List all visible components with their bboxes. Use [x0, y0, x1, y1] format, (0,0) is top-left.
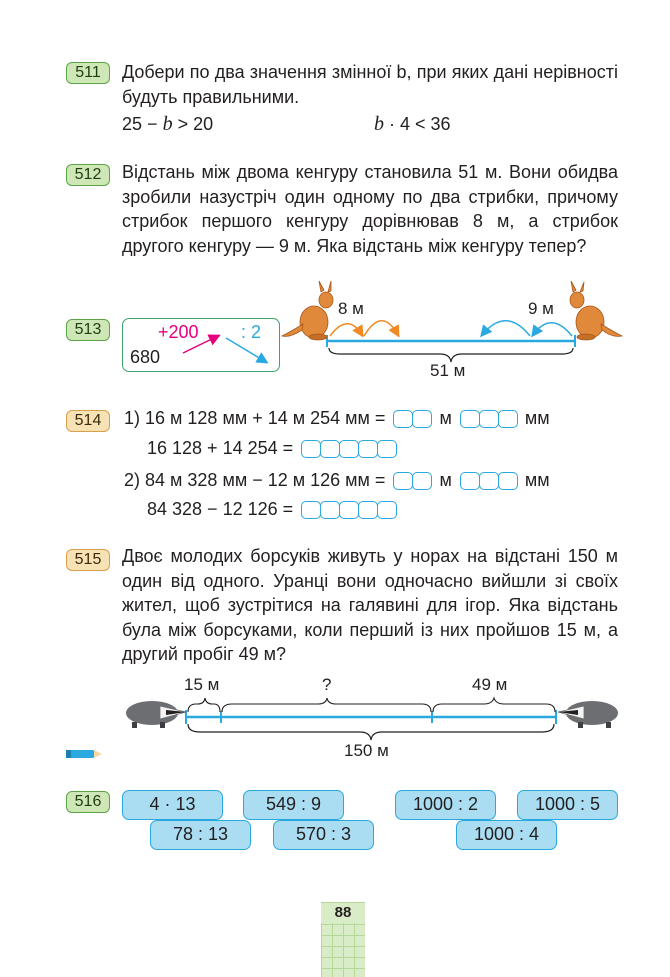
brace-49: [433, 698, 555, 712]
expression-card: 4 · 13: [122, 790, 223, 820]
jump-arc-right-1: [533, 323, 572, 336]
expression-card: 549 : 9: [243, 790, 344, 820]
answer-boxes-m-2[interactable]: [393, 472, 431, 490]
exercise-number-513: 513: [66, 319, 110, 341]
chain-arrow-blue: [226, 338, 266, 362]
chain-arrow-pink: [183, 336, 218, 353]
brace-150: [188, 724, 554, 740]
jump-arc-left-2: [364, 321, 398, 336]
exercise-515-text: Двоє молодих борсуків живуть у норах на відстані 150 м один від одного. Уранці вони одночасно вийшли зі своїх жител, щоб зустрітися на галявині для ігор. Яка відстань була між борсуками, коли перший із них пройшов 15 м, а другий пробіг 49 м?: [122, 546, 618, 664]
badger-label-150: 150 м: [344, 741, 389, 760]
jump-label-8: 8 м: [338, 299, 364, 318]
exercise-511-text: Добери по два значення змінної b, при яких дані нерівності будуть правильними.: [122, 62, 618, 107]
answer-boxes-m[interactable]: [393, 410, 431, 428]
answer-boxes-mm[interactable]: [460, 410, 517, 428]
expression-card: 1000 : 4: [456, 820, 557, 850]
expression-card: 570 : 3: [273, 820, 374, 850]
exercise-number-511: 511: [66, 62, 110, 84]
chain-op-add: +200: [158, 322, 199, 342]
badger-label-unknown: ?: [322, 675, 332, 694]
exercise-number-515: 515: [66, 549, 110, 571]
jump-arc-right-2: [482, 321, 530, 336]
badger-right-icon: [558, 701, 618, 728]
total-label-51: 51 м: [430, 361, 466, 380]
expression-card: 78 : 13: [150, 820, 251, 850]
task-514-line-3: 2) 84 м 328 мм − 12 м 126 мм = м мм: [124, 470, 550, 490]
exercise-512-text: Відстань між двома кенгуру становила 51 м. Вони обидва зробили назустріч один одному по два стрибки, причому стрибок першого кенгуру дорівнював 8 м, а стрибок другого кенгуру — 9 м. Яка відстань між кенгуру тепер?: [122, 162, 618, 256]
brace-unknown: [222, 698, 431, 712]
pencil-icon: [66, 750, 102, 758]
page-number-tab: [321, 902, 365, 977]
answer-boxes-mm-2[interactable]: [460, 472, 517, 490]
exercise-number-512: 512: [66, 164, 110, 186]
badger-label-49: 49 м: [472, 675, 508, 694]
brace-15: [188, 698, 220, 712]
chain-start: 680: [130, 347, 161, 367]
jump-label-9: 9 м: [528, 299, 554, 318]
answer-boxes-sum[interactable]: [301, 440, 396, 458]
brace-51: [329, 348, 573, 362]
expression-card: 1000 : 5: [517, 790, 618, 820]
badger-label-15: 15 м: [184, 675, 220, 694]
kangaroo-left-icon: [282, 281, 333, 340]
expression-card: 1000 : 2: [395, 790, 496, 820]
badger-left-icon: [126, 701, 186, 728]
chain-op-div: : 2: [241, 322, 262, 342]
task-514-line-1: 1) 16 м 128 мм + 14 м 254 мм = м мм: [124, 408, 550, 428]
inequality-2: b · 4 < 36: [374, 113, 451, 135]
page-number: 88: [321, 903, 365, 923]
kangaroo-right-icon: [570, 281, 622, 340]
inequality-1: 25 − b > 20: [122, 113, 214, 135]
jump-arc-left-1: [330, 324, 362, 336]
exercise-number-516: 516: [66, 791, 110, 813]
exercise-number-514: 514: [66, 410, 110, 432]
task-514-line-2: 16 128 + 14 254 =: [147, 437, 399, 459]
task-514-line-4: 84 328 − 12 126 =: [147, 498, 399, 520]
answer-boxes-diff[interactable]: [301, 501, 396, 519]
